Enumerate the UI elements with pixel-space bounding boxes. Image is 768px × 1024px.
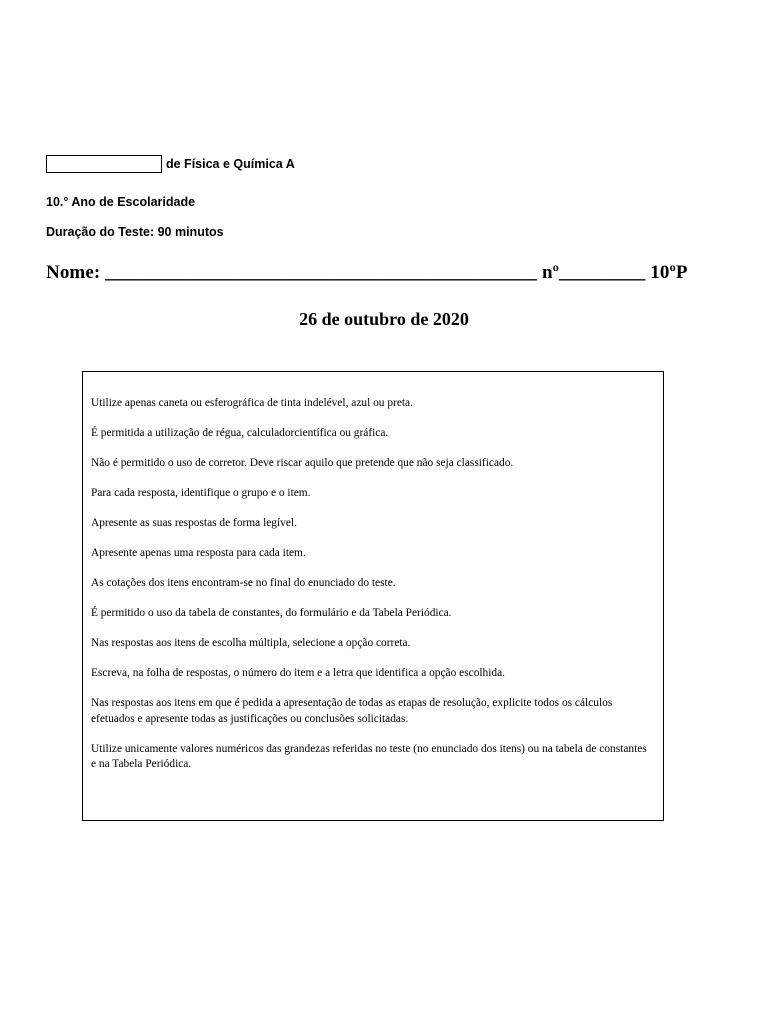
subject-label: de Física e Química A [166,157,295,171]
school-year-label: 10.° Ano de Escolaridade [46,195,196,209]
instruction-item: Nas respostas aos itens em que é pedida a apresentação de todas as etapas de resolução, explicite todos os cálculos efetuados e apresente todas as justificações ou conclusões solicitadas. [91,697,613,725]
instruction-item: É permitida a utilização de régua, calculadorcientífica ou gráfica. [91,427,389,439]
instruction-item: Não é permitido o uso de corretor. Deve riscar aquilo que pretende que não seja classificado. [91,457,514,469]
instruction-item: Nas respostas aos itens de escolha múltipla, selecione a opção correta. [91,637,411,649]
test-duration-label: Duração do Teste: 90 minutos [46,225,224,239]
instruction-item: Escreva, na folha de respostas, o número do item e a letra que identifica a opção escolhida. [91,667,506,679]
blank-test-type-box [46,155,162,173]
instruction-item: Utilize apenas caneta ou esferográfica de tinta indelével, azul ou preta. [91,397,413,409]
instruction-item: Utilize unicamente valores numéricos das grandezas referidas no teste (no enunciado dos itens) ou na tabela de constantes e na Tabela Periódica. [91,742,647,770]
instruction-item: É permitido o uso da tabela de constantes, do formulário e da Tabela Periódica. [91,607,452,619]
instruction-item: Apresente apenas uma resposta para cada item. [91,547,306,559]
instructions-box [82,371,664,821]
instruction-item: Apresente as suas respostas de forma legível. [91,517,297,529]
instruction-item: As cotações dos itens encontram-se no final do enunciado do teste. [91,577,396,589]
instruction-item: Para cada resposta, identifique o grupo e o item. [91,487,311,499]
student-name-line: Nome: _____________________________________________ nº_________ 10ºP [46,262,688,283]
subject-line [46,155,295,173]
exam-date: 26 de outubro de 2020 [299,309,469,329]
